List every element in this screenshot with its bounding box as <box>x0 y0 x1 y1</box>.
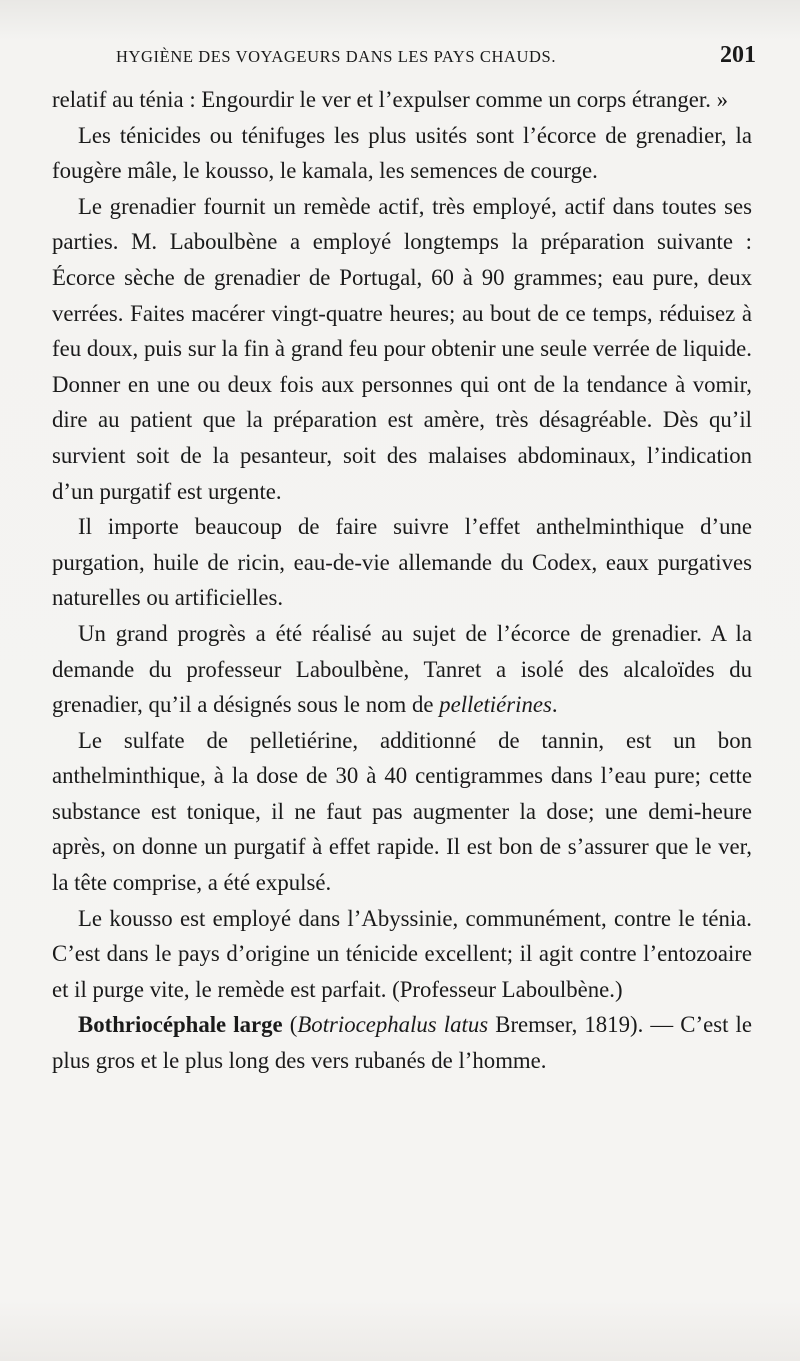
paragraph <box>52 616 752 723</box>
italic-term: pelletiérines <box>439 692 552 718</box>
punctuation: . <box>551 692 558 718</box>
paragraph-text: Un grand progrès a été réalisé au sujet de l’écorce de grenadier. A la demande du professeur Laboulbène, Tanret a isolé des alcaloïdes du grenadier, qu’il a désignés sous le nom de <box>52 620 752 718</box>
paragraph-text: Bremser, 1819). — C’est le plus gros et le plus long des vers rubanés de l’homme. <box>52 1012 752 1074</box>
paragraph: relatif au ténia : Engourdir le ver et l’expulser comme un corps étranger. » <box>52 87 729 112</box>
paragraph: Le kousso est employé dans l’Abyssinie, communément, contre le ténia. C’est dans le pays d’origine un ténicide excellent; il agit contre l’entozoaire et il purge vite, le remède est parfait. (Professeur Laboulbène.) <box>52 905 752 1002</box>
page-header <box>116 42 756 76</box>
paragraph: Les ténicides ou ténifuges les plus usités sont l’écorce de grenadier, la fougère mâle, le kousso, le kamala, les semences de courge. <box>52 122 752 184</box>
species-name: Botriocephalus latus <box>297 1012 489 1038</box>
body-text <box>52 82 752 1079</box>
paragraph: Le sulfate de pelletiérine, additionné de tannin, est un bon anthelminthique, à la dose de 30 à 40 centigrammes dans l’eau pure; cette substance est tonique, il ne faut pas augmenter la dose; une demi-heure après, on donne un purgatif à effet rapide. Il est bon de s’assurer que le ver, la tête comprise, a été expulsé. <box>52 727 752 896</box>
paragraph: Il importe beaucoup de faire suivre l’effet anthelminthique d’une purgation, huile de ricin, eau-de-vie allemande du Codex, eaux purgatives naturelles ou artificielles. <box>52 514 752 611</box>
page-number: 201 <box>720 42 756 68</box>
section-heading: Bothriocéphale large <box>78 1012 283 1038</box>
paragraph <box>52 1007 752 1078</box>
paragraph: Le grenadier fournit un remède actif, très employé, actif dans toutes ses parties. M. Laboulbène a employé longtemps la préparation suivante : Écorce sèche de grenadier de Portugal, 60 à 90 grammes; eau pure, deux verrées. Faites macérer vingt-quatre heures; au bout de ce temps, réduisez à feu doux, puis sur la fin à grand feu pour obtenir une seule verrée de liquide. Donner en une ou deux fois aux personnes qui ont de la tendance à vomir, dire au patient que la préparation est amère, très désagréable. Dès qu’il survient soit de la pesanteur, soit des malaises abdominaux, l’indication d’un purgatif est urgente. <box>52 193 752 504</box>
punctuation: ( <box>282 1012 298 1038</box>
running-title: HYGIÈNE DES VOYAGEURS DANS LES PAYS CHAUDS. <box>116 47 557 66</box>
